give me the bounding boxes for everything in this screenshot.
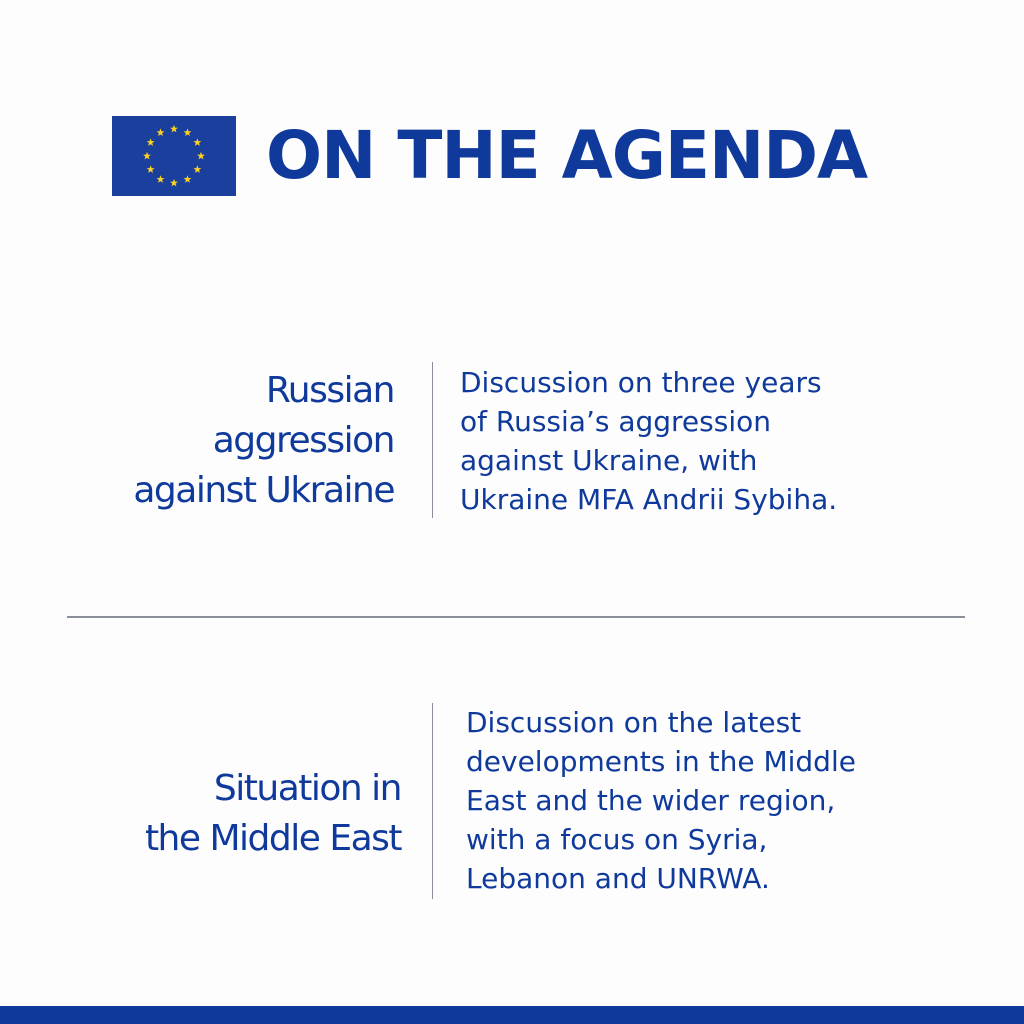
description-line: with a focus on Syria, [466,823,768,856]
flag-star-icon [184,175,192,183]
flag-star-icon [147,138,155,146]
flag-star-icon [143,152,151,160]
description-line: against Ukraine, with [460,444,758,477]
flag-star-icon [170,179,178,187]
flag-star-icon [157,128,165,136]
flag-star-icon [193,138,201,146]
description-line: developments in the Middle [466,745,856,778]
page-title: ON THE AGENDA [266,117,868,194]
agenda-description-1 [460,363,837,519]
section-divider [67,616,965,618]
description-line: of Russia’s aggression [460,405,771,438]
header [112,116,867,196]
topic-line: against Ukraine [133,470,394,511]
flag-star-icon [197,152,205,160]
vertical-divider-2 [432,703,433,899]
flag-star-icon [184,128,192,136]
topic-line: aggression [212,420,394,461]
topic-line: the Middle East [144,818,401,859]
flag-star-icon [147,165,155,173]
topic-line: Russian [265,370,394,411]
description-line: Discussion on the latest [466,706,802,739]
eu-flag-icon [112,116,236,196]
bottom-bar [0,1006,1024,1024]
flag-star-icon [157,175,165,183]
topic-line: Situation in [213,768,401,809]
agenda-topic-1 [133,366,394,516]
flag-star-icon [170,125,178,133]
description-line: Discussion on three years [460,366,822,399]
agenda-description-2 [466,703,856,898]
vertical-divider-1 [432,362,433,518]
description-line: East and the wider region, [466,784,836,817]
description-line: Lebanon and UNRWA. [466,862,770,895]
agenda-topic-2 [145,764,401,864]
eu-flag-stars [112,116,236,196]
flag-star-icon [193,165,201,173]
description-line: Ukraine MFA Andrii Sybiha. [460,483,838,516]
